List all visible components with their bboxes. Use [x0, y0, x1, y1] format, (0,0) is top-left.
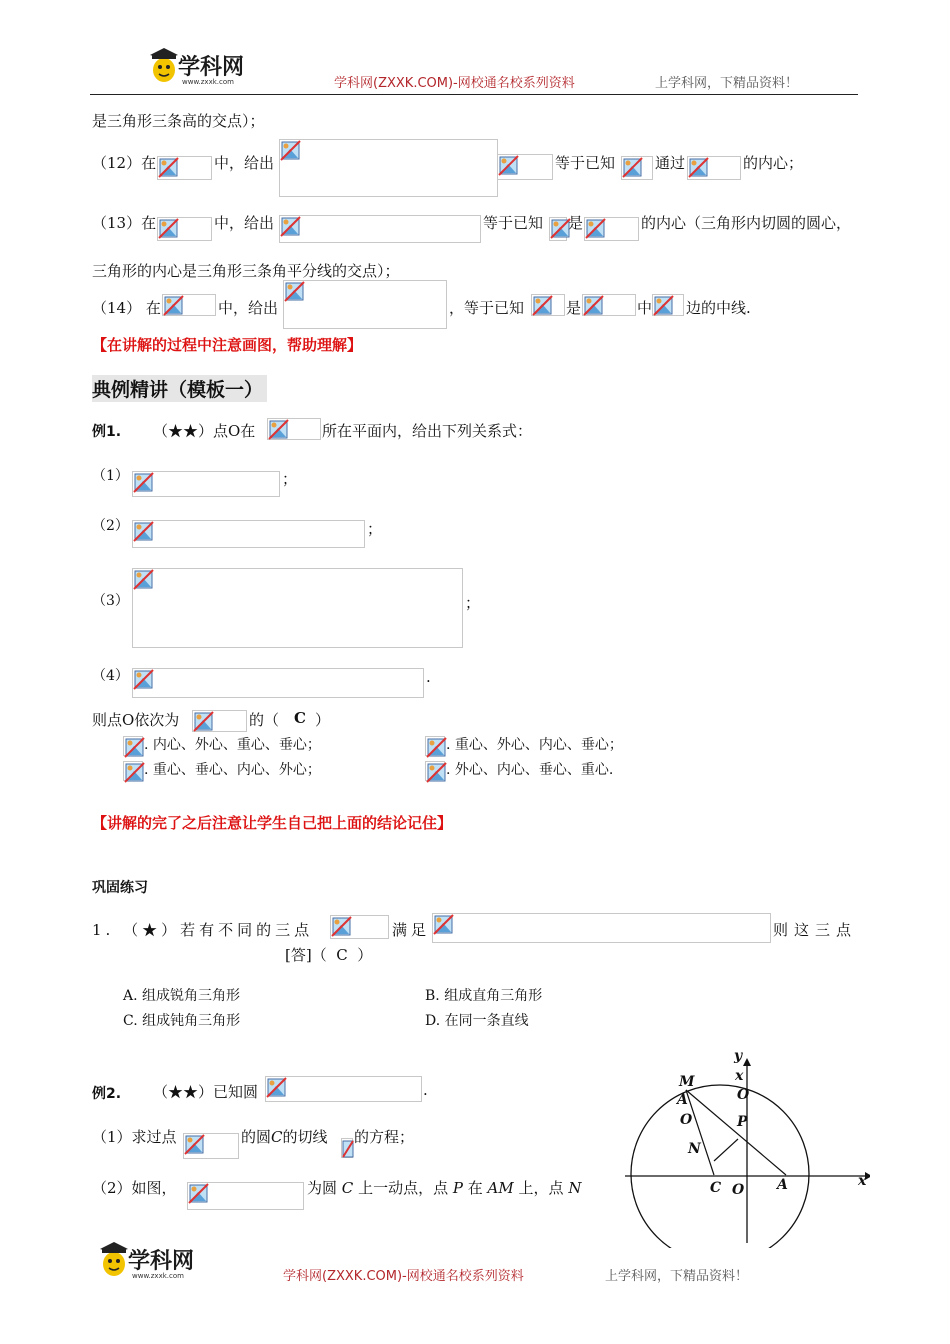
formula-image [531, 294, 565, 316]
practice-option-c: C. 组成钝角三角形 [123, 1013, 241, 1029]
ex2-q1-b [241, 1126, 328, 1147]
segment-np [714, 1139, 738, 1161]
option-b-image [425, 736, 445, 756]
label-p: P [737, 1114, 748, 1130]
label-a: A [777, 1177, 788, 1193]
formula-image [162, 294, 216, 316]
ex1-question-2: 的（ [249, 711, 280, 729]
line-12-e: 的内心； [743, 154, 804, 172]
practice-option-d: D. 在同一条直线 [425, 1013, 529, 1029]
broken-image-icon [622, 157, 644, 179]
broken-image-icon [498, 155, 520, 177]
ex2-label: 例2. [92, 1086, 122, 1102]
broken-image-icon [342, 1139, 354, 1159]
label-x-axis: x [858, 1173, 867, 1189]
ex1-question-3: ） [315, 711, 331, 729]
ex1-option-b: . 重心、外心、内心、垂心； [446, 737, 623, 753]
y-axis-arrow-icon [743, 1058, 751, 1066]
ex1-label: 例1. [92, 424, 122, 440]
header-mid: 学科网(ZXXK.COM)-网校通名校系列资料 [334, 76, 575, 91]
formula-image [265, 1076, 422, 1102]
logo-mascot-icon [98, 1242, 130, 1278]
footer-mid: 学科网(ZXXK.COM)-网校通名校系列资料 [283, 1269, 524, 1284]
label-a-left: A [677, 1092, 688, 1108]
practice-1-b: 满足 [392, 921, 431, 939]
broken-image-icon [163, 295, 185, 317]
formula-image [283, 280, 447, 329]
formula-image [432, 913, 771, 943]
broken-image-icon [193, 711, 215, 733]
broken-image-icon [268, 419, 290, 441]
ex2-q2-c: C [341, 1179, 354, 1197]
broken-image-icon [133, 521, 155, 543]
logo-text: 学科网 [178, 55, 245, 80]
ex1-option-a: . 内心、外心、重心、垂心； [144, 737, 321, 753]
ex1-question: 则点O依次为 [92, 711, 180, 729]
practice-answer-end: ） [357, 946, 373, 964]
formula-image [584, 217, 639, 241]
ex2-q2-f: 在 [467, 1179, 483, 1197]
formula-image [132, 471, 280, 497]
line-0: 是三角形三条高的交点）； [92, 112, 265, 130]
broken-image-icon [266, 1077, 288, 1099]
segment-am [686, 1090, 786, 1175]
line-13-a: （13）在 [92, 214, 157, 232]
ex2-q2-b: 为圆 [307, 1179, 338, 1197]
note-remember-text: 【讲解的完了之后注意让学生自己把上面的结论记住 [92, 814, 438, 832]
formula-image [549, 217, 567, 241]
logo [148, 48, 258, 88]
broken-image-icon [280, 140, 302, 162]
formula-image [341, 1138, 353, 1158]
line-13-f: 三角形的内心是三角形三条角平分线的交点）； [92, 262, 400, 280]
formula-image [279, 139, 498, 197]
figure-drawing [620, 1048, 870, 1248]
formula-image [132, 520, 365, 548]
practice-option-a: A. 组成锐角三角形 [123, 988, 241, 1004]
note-remember-end: 】 [437, 814, 453, 832]
option-d-image [425, 761, 445, 781]
broken-image-icon [133, 669, 155, 691]
broken-image-icon [284, 281, 306, 303]
ex1-item-3: （3） [92, 593, 129, 609]
label-n: N [688, 1141, 701, 1157]
ex1-dot-4: . [426, 668, 431, 686]
broken-image-icon [158, 157, 180, 179]
ex2-q1-d: 的切线 [282, 1128, 328, 1146]
ex1-semi-1: ； [282, 470, 298, 488]
ex1-text: 所在平面内，给出下列关系式： [322, 422, 533, 440]
ex2-q1-e: 的方程； [354, 1128, 415, 1146]
formula-image [192, 710, 247, 732]
broken-image-icon [688, 157, 710, 179]
label-o-top: O [737, 1087, 750, 1103]
broken-image-icon [426, 762, 448, 784]
line-13-e: 的内心（三角形内切圆的圆心， [641, 214, 852, 232]
formula-image [652, 294, 684, 316]
line-12-c: 等于已知 [555, 154, 616, 172]
practice-option-b: B. 组成直角三角形 [425, 988, 543, 1004]
ex2-q1-b-text: 的圆 [241, 1128, 272, 1146]
label-o-left: O [680, 1112, 693, 1128]
header-right: 上学科网，下精品资料！ [655, 76, 799, 91]
segment-a-c [686, 1090, 714, 1175]
ex1-option-d: . 外心、内心、垂心、重心. [446, 762, 614, 778]
ex1-semi-2: ； [367, 520, 383, 538]
broken-image-icon [133, 472, 155, 494]
logo-sub: www.zxxk.com [182, 78, 234, 86]
line-12-b: 中，给出 [214, 154, 275, 172]
broken-image-icon [280, 216, 302, 238]
line-14-a: （14） 在 [92, 299, 161, 317]
ex1-semi-3: ； [465, 594, 481, 612]
line-13-d: 是 [568, 214, 584, 232]
formula-image [157, 217, 212, 241]
ex2-dot: . [423, 1081, 428, 1099]
line-12-d: 通过 [655, 154, 686, 172]
ex1-answer: C [294, 709, 306, 727]
ex1-item-2: （2） [92, 518, 129, 534]
label-o-bottom: O [732, 1182, 745, 1198]
ex2-q2-i: N [568, 1179, 582, 1197]
ex2-stars: （★★）已知圆 [153, 1083, 259, 1101]
formula-image [132, 568, 463, 648]
footer-logo-text: 学科网 [128, 1249, 195, 1274]
ex1-item-4: （4） [92, 668, 129, 684]
line-14-e: 中 [637, 299, 653, 317]
broken-image-icon [653, 295, 675, 317]
broken-image-icon [133, 569, 155, 591]
formula-image [582, 294, 636, 316]
note-draw: 【在讲解的过程中注意画图，帮助理解】 [92, 336, 363, 354]
formula-image [157, 156, 212, 180]
ex2-q2-h: 上，点 [518, 1179, 564, 1197]
broken-image-icon [426, 737, 448, 759]
line-14-d: 是 [566, 299, 582, 317]
circle-c [631, 1085, 809, 1248]
option-c-image [123, 761, 143, 781]
footer-right: 上学科网，下精品资料！ [605, 1269, 749, 1284]
line-14-c: ，等于已知 [449, 299, 525, 317]
ex2-q2-a: （2）如图， [92, 1179, 177, 1197]
broken-image-icon [331, 916, 353, 938]
formula-image [330, 915, 389, 939]
broken-image-icon [184, 1134, 206, 1156]
header-rule [90, 94, 858, 95]
line-13-c: 等于已知 [483, 214, 544, 232]
line-14-b: 中，给出 [218, 299, 279, 317]
ex2-q2-d: 上一动点，点 [358, 1179, 449, 1197]
label-y: y [734, 1048, 743, 1064]
formula-image [621, 156, 653, 180]
broken-image-icon [433, 914, 455, 936]
formula-image [183, 1133, 239, 1159]
geometry-figure [620, 1048, 870, 1248]
label-x-top: x [735, 1068, 744, 1084]
formula-image [187, 1182, 304, 1210]
section-title: 典例精讲（模板一） [92, 375, 267, 402]
footer-logo-sub: www.zxxk.com [132, 1272, 184, 1280]
ex2-q2-g: AM [487, 1179, 514, 1197]
logo-mascot-icon [148, 48, 180, 84]
formula-image [279, 215, 481, 243]
ex1-item-1: （1） [92, 468, 129, 484]
formula-image [132, 668, 424, 698]
practice-title: 巩固练习 [92, 880, 148, 896]
note-remember [92, 812, 452, 833]
broken-image-icon [124, 762, 146, 784]
formula-image [267, 418, 321, 440]
broken-image-icon [188, 1183, 210, 1205]
broken-image-icon [583, 295, 605, 317]
practice-1-c: 则这三点 [773, 921, 858, 939]
formula-image [687, 156, 741, 180]
ex2-q1-c: C [271, 1128, 283, 1146]
footer-logo [98, 1242, 208, 1282]
line-14-f: 边的中线. [686, 299, 751, 317]
option-a-image [123, 736, 143, 756]
broken-image-icon [158, 218, 180, 240]
broken-image-icon [585, 218, 607, 240]
practice-1-a: 1. （★）若有不同的三点 [92, 921, 314, 939]
ex2-q2-e: P [452, 1179, 463, 1197]
practice-answer [285, 944, 372, 965]
practice-answer-value: C [336, 946, 348, 964]
ex1-option-c: . 重心、垂心、内心、外心； [144, 762, 321, 778]
broken-image-icon [532, 295, 554, 317]
line-12-a: （12）在 [92, 154, 157, 172]
formula-image [497, 154, 553, 180]
ex2-q1-a: （1）求过点 [92, 1128, 177, 1146]
label-c: C [710, 1180, 722, 1196]
broken-image-icon [124, 737, 146, 759]
ex1-stars: （★★）点O在 [153, 422, 256, 440]
practice-answer-label: [答]（ [285, 946, 327, 964]
line-13-b: 中，给出 [214, 214, 275, 232]
ex2-q2-rest [307, 1177, 581, 1198]
label-m: M [679, 1074, 695, 1090]
